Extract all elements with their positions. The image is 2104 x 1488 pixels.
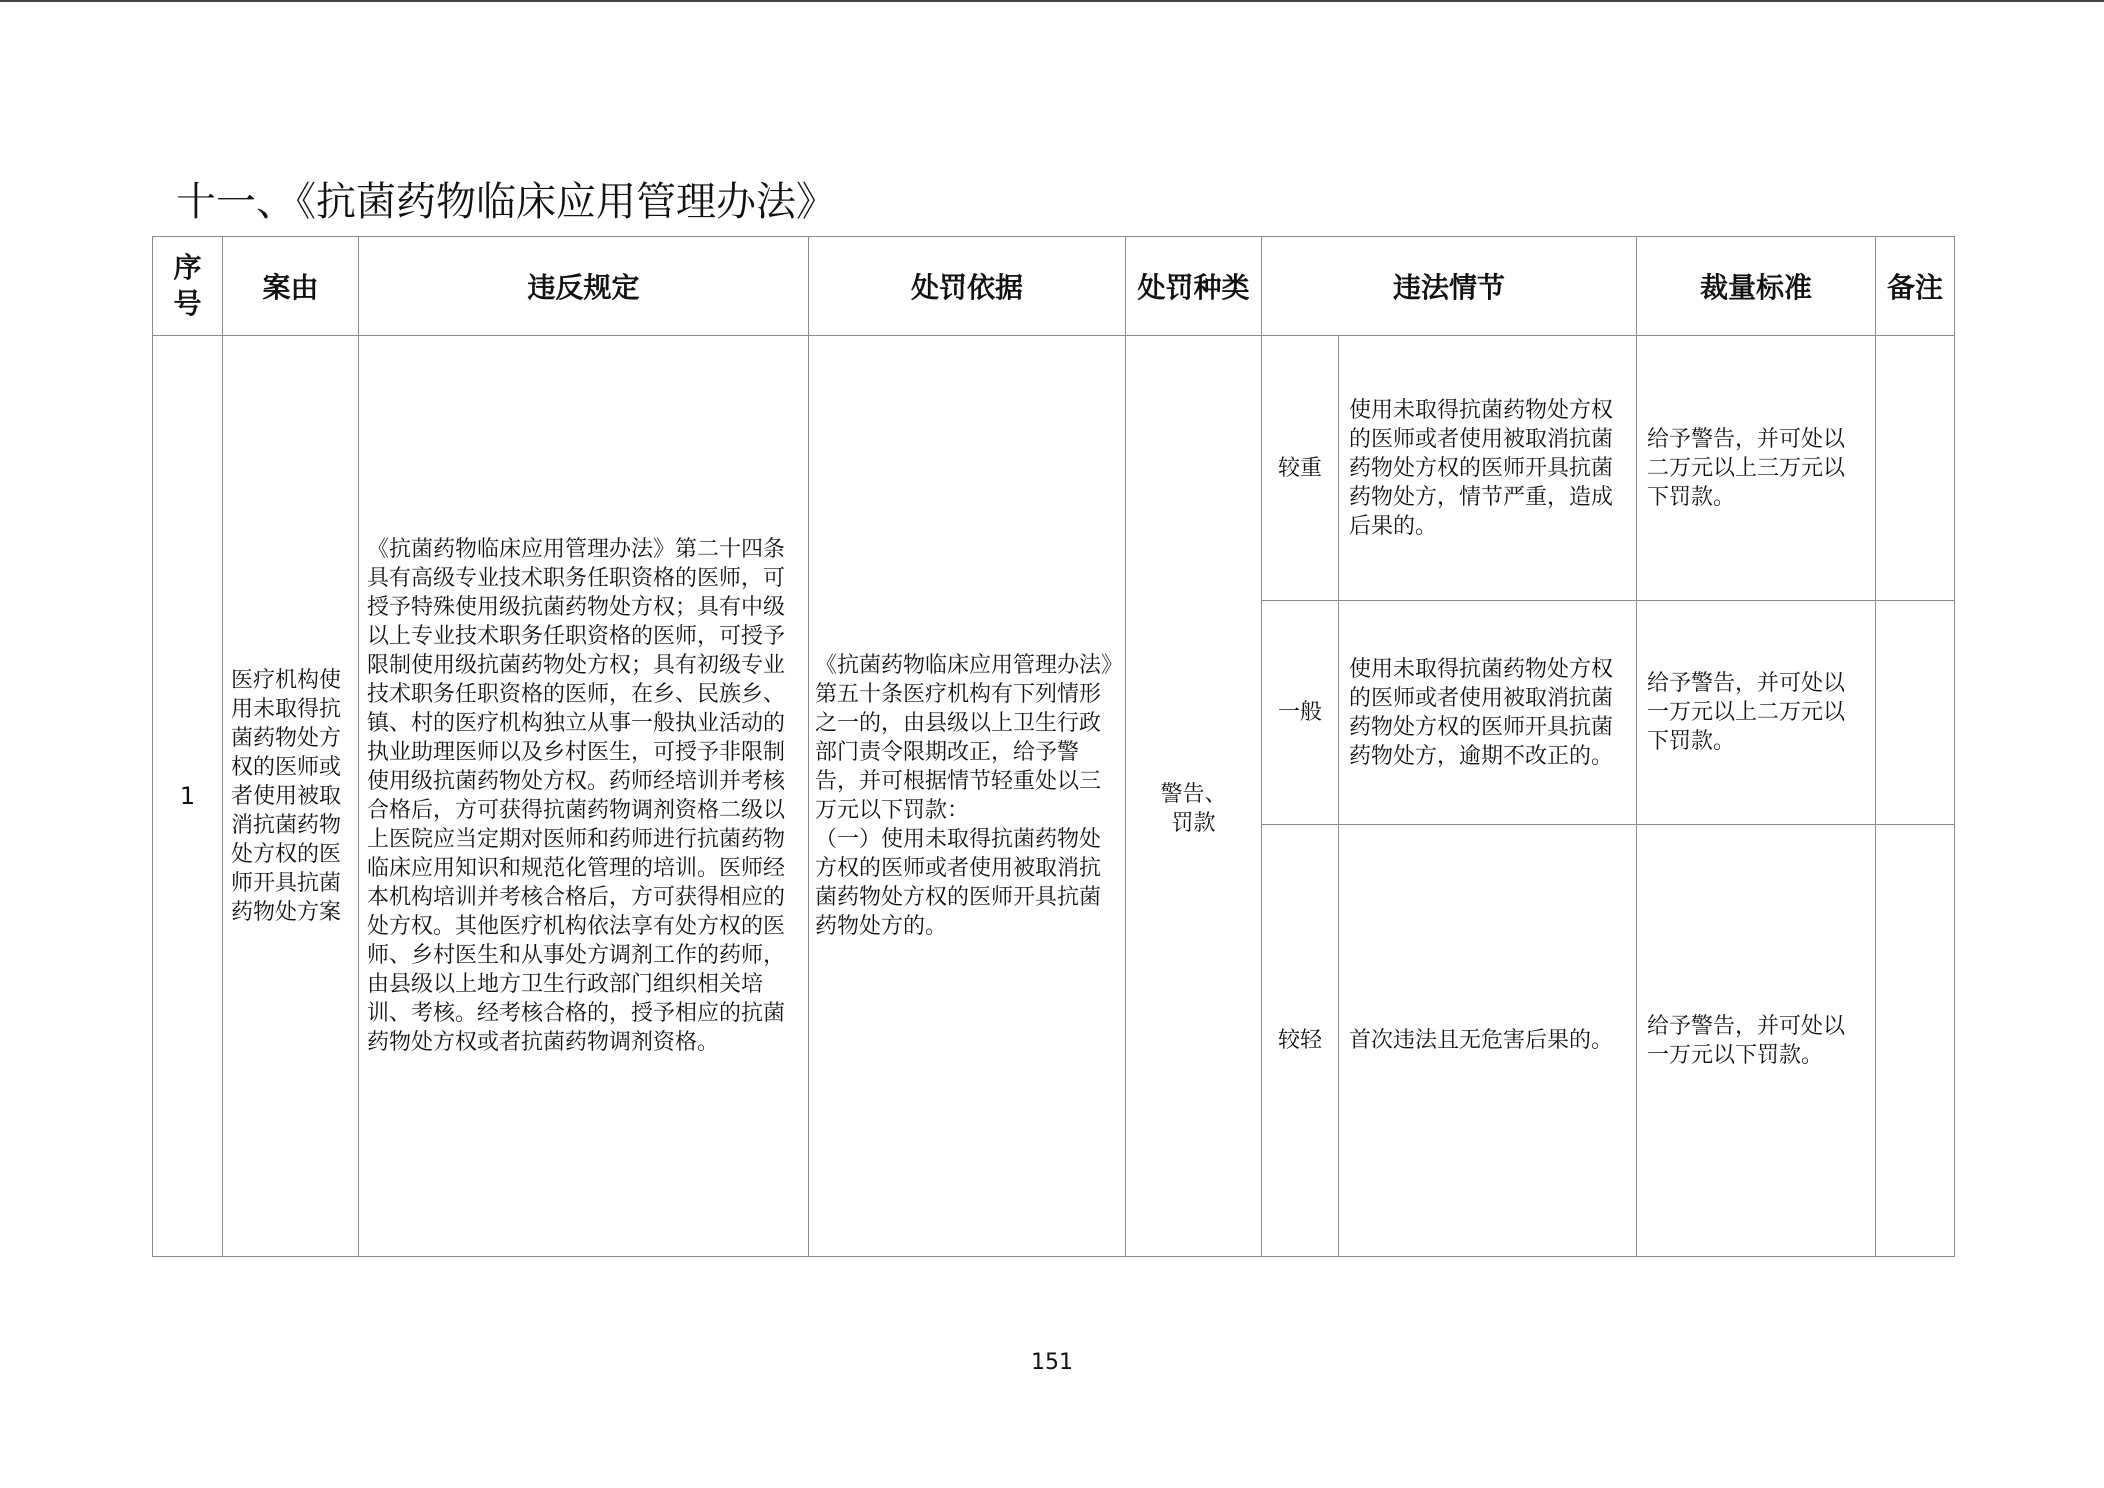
- standard-severe: 给予警告，并可处以二万元以上三万元以下罚款。: [1637, 336, 1876, 601]
- basis-cell: [809, 336, 1126, 1257]
- table-row: [153, 336, 1955, 601]
- standard-minor: 给予警告，并可处以一万元以下罚款。: [1637, 825, 1876, 1257]
- standard-general: 给予警告，并可处以一万元以上二万元以下罚款。: [1637, 601, 1876, 825]
- header-remark: 备注: [1876, 237, 1955, 336]
- remark-severe: [1876, 336, 1955, 601]
- case-text: 医疗机构使用未取得抗菌药物处方权的医师或者使用被取消抗菌药物处方权的医师开具抗菌药物处方案: [231, 667, 342, 925]
- violation-cell: [359, 336, 809, 1257]
- penalty-type-cell: [1126, 336, 1262, 1257]
- top-border-line: [0, 0, 2104, 2]
- header-penalty-type: 处罚种类: [1126, 237, 1262, 336]
- level-general: 一般: [1262, 601, 1339, 825]
- circumstance-general: 使用未取得抗菌药物处方权的医师或者使用被取消抗菌药物处方权的医师开具抗菌药物处方，逾期不改正的。: [1339, 601, 1637, 825]
- header-circumstance: 违法情节: [1262, 237, 1637, 336]
- remark-general: [1876, 601, 1955, 825]
- row-number: 1: [153, 336, 223, 1257]
- header-basis: 处罚依据: [809, 237, 1126, 336]
- header-case: 案由: [223, 237, 359, 336]
- level-minor: 较轻: [1262, 825, 1339, 1257]
- level-severe: 较重: [1262, 336, 1339, 601]
- penalty-table: [152, 236, 1955, 1257]
- page-title: 十一、《抗菌药物临床应用管理办法》: [176, 179, 836, 225]
- header-violation: 违反规定: [359, 237, 809, 336]
- basis-item-text: （一）使用未取得抗菌药物处方权的医师或者使用被取消抗菌药物处方权的医师开具抗菌药物处方的。: [815, 827, 1102, 939]
- penalty-type-text: 警告、罚款: [1160, 782, 1227, 836]
- circumstance-severe: 使用未取得抗菌药物处方权的医师或者使用被取消抗菌药物处方权的医师开具抗菌药物处方，情节严重，造成后果的。: [1339, 336, 1637, 601]
- circumstance-minor: 首次违法且无危害后果的。: [1339, 825, 1637, 1257]
- header-no: 序号: [153, 237, 223, 336]
- header-standard: 裁量标准: [1637, 237, 1876, 336]
- basis-text: 《抗菌药物临床应用管理办法》第五十条医疗机构有下列情形之一的，由县级以上卫生行政部门责令限期改正，给予警告，并可根据情节轻重处以三万元以下罚款：: [815, 653, 1113, 823]
- case-cell: [223, 336, 359, 1257]
- violation-text: 《抗菌药物临床应用管理办法》第二十四条具有高级专业技术职务任职资格的医师，可授予特殊使用级抗菌药物处方权；具有中级以上专业技术职务任职资格的医师，可授予限制使用级抗菌药物处方权；具有初级专业技术职务任职资格的医师，在乡、民族乡、镇、村的医疗机构独立从事一般执业活动的执业助理医师以及乡村医生，可授予非限制使用级抗菌药物处方权。药师经培训并考核合格后，方可获得抗菌药物调剂资格二级以上医院应当定期对医师和药师进行抗菌药物临床应用知识和规范化管理的培训。医师经本机构培训并考核合格后，方可获得相应的处方权。其他医疗机构依法享有处方权的医师、乡村医生和从事处方调剂工作的药师，由县级以上地方卫生行政部门组织相关培训、考核。经考核合格的，授予相应的抗菌药物处方权或者抗菌药物调剂资格。: [367, 537, 786, 1055]
- remark-minor: [1876, 825, 1955, 1257]
- header-row: [153, 237, 1955, 336]
- page-number: 151: [1031, 1350, 1073, 1375]
